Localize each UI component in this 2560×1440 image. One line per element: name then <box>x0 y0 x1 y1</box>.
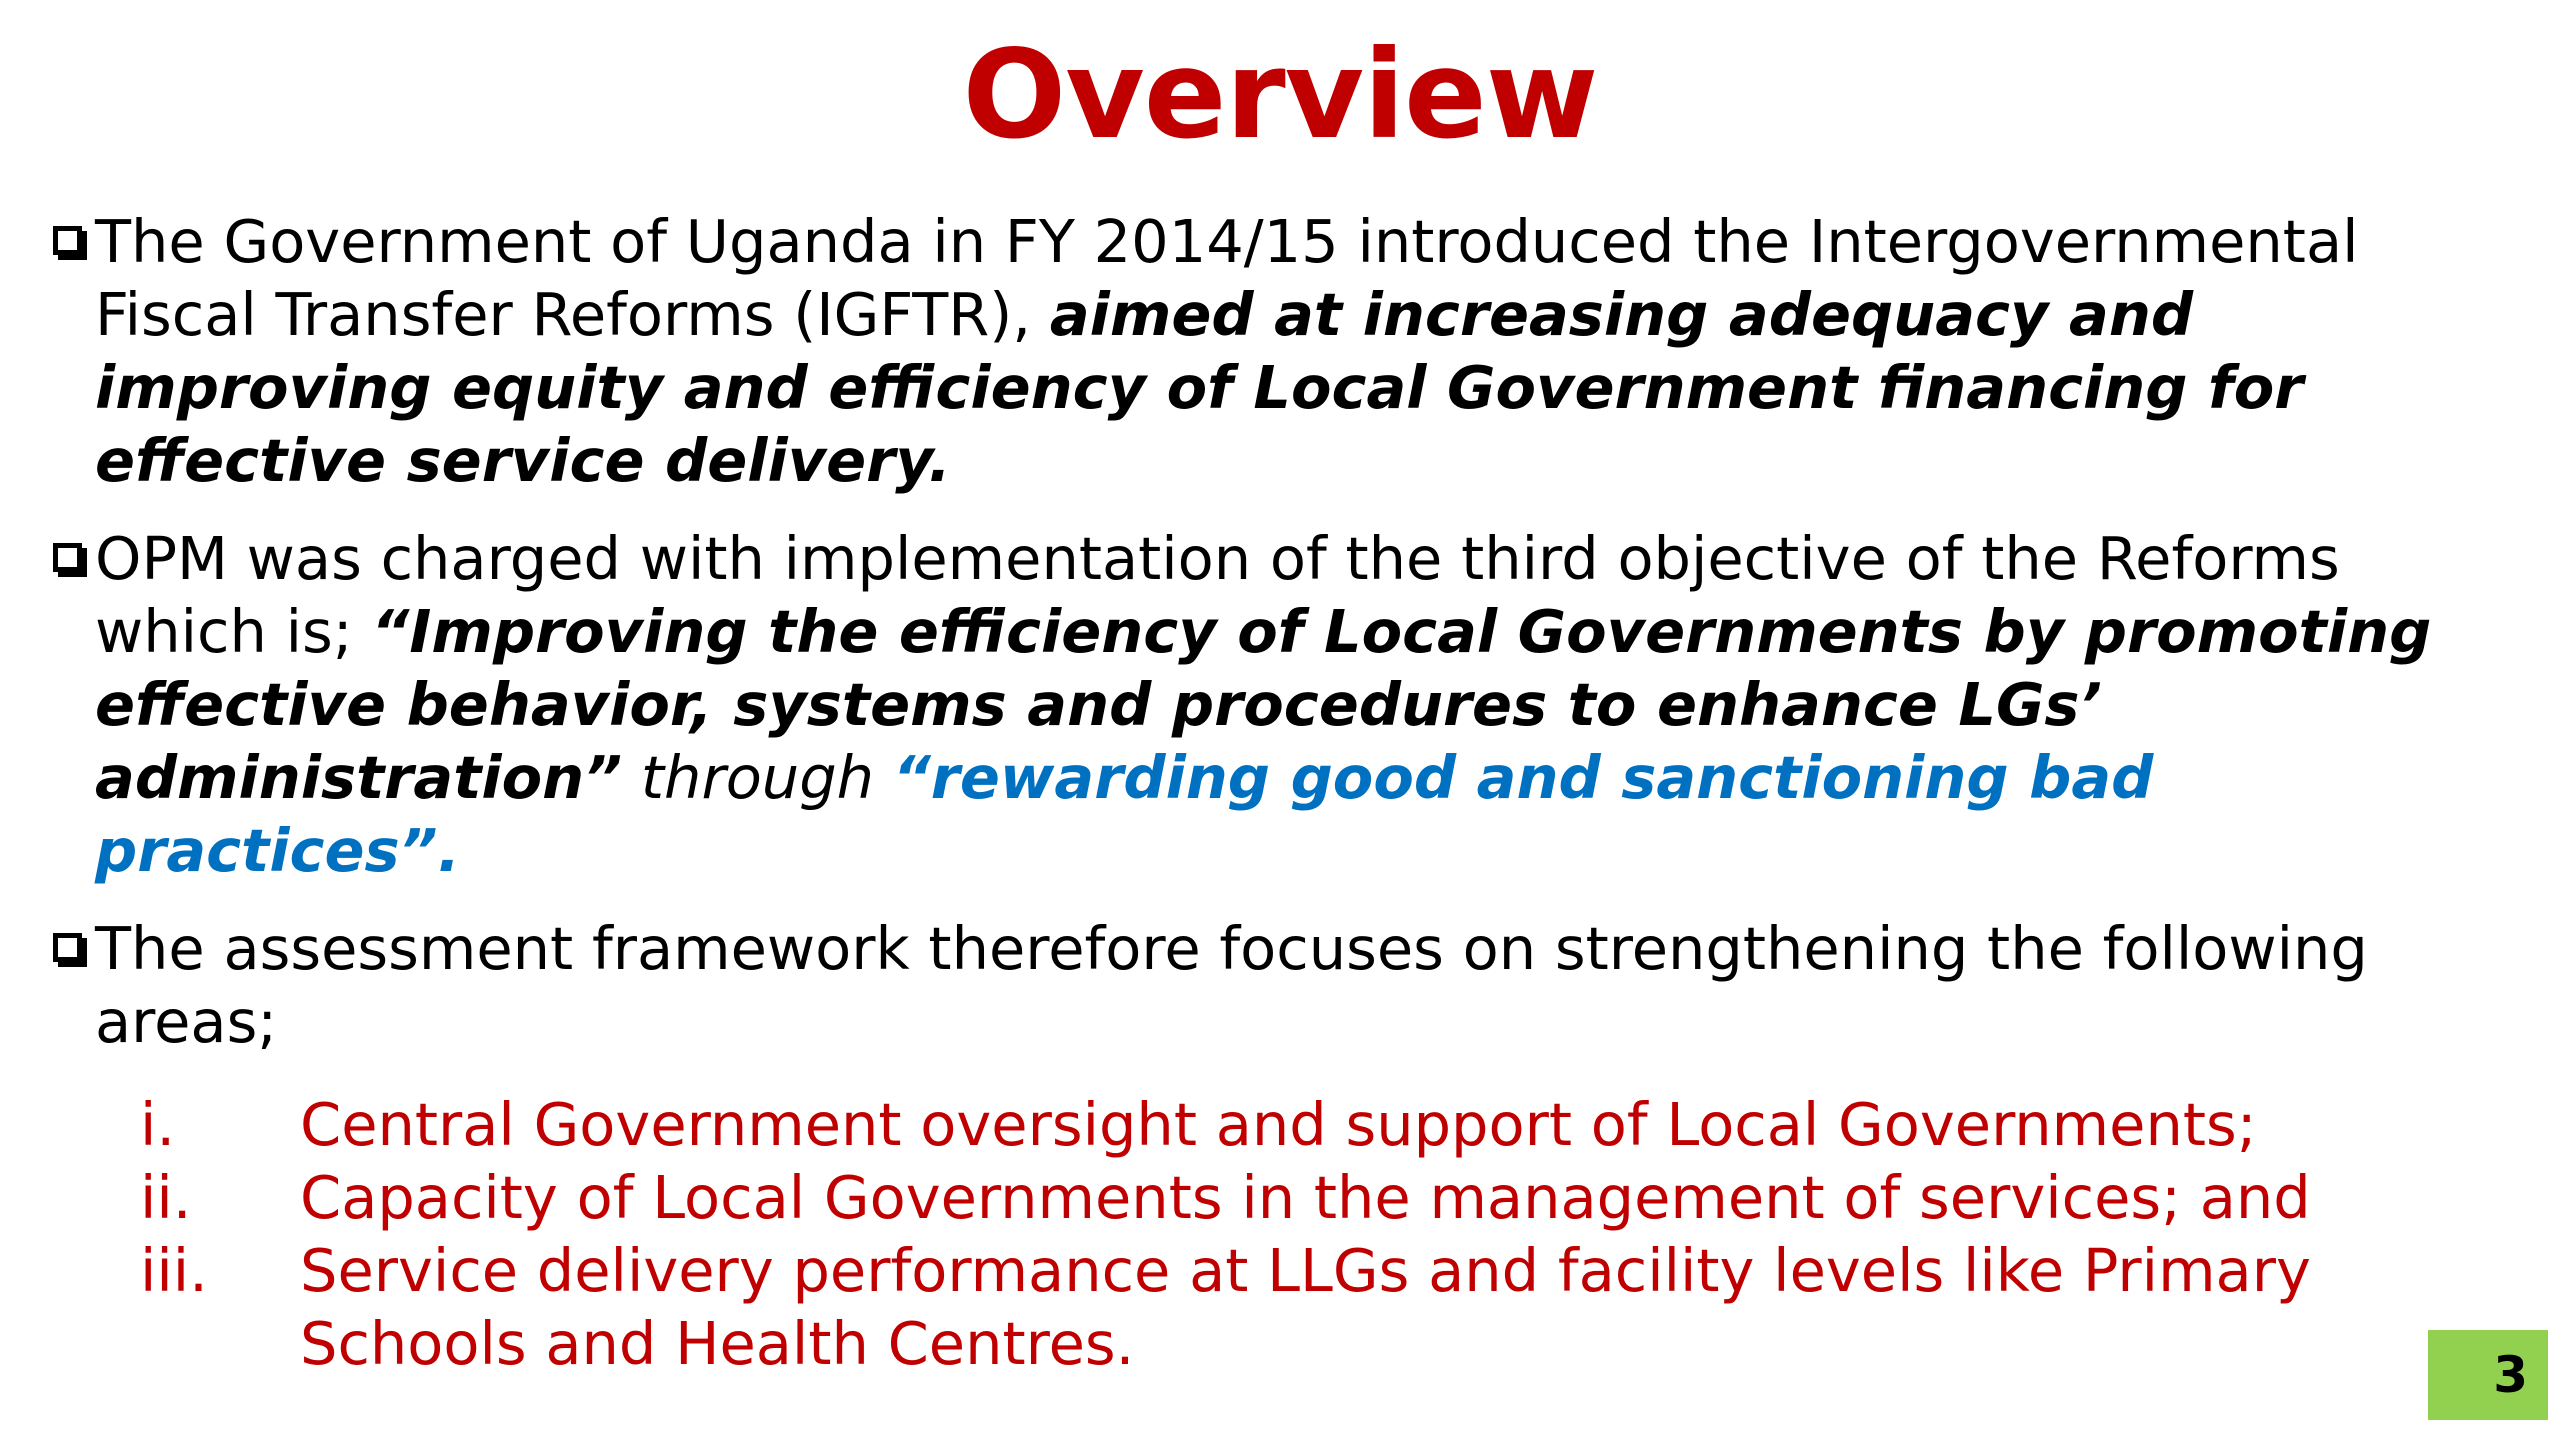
area-number: ii. <box>140 1163 192 1232</box>
bullet-list <box>50 205 2510 1380</box>
checkbox-bullet-icon <box>53 543 82 572</box>
bullet-item <box>50 522 2510 887</box>
area-text: Service delivery performance at LLGs and facility levels like Primary Schools and Health Centres. <box>300 1236 2311 1378</box>
area-item <box>140 1161 2510 1234</box>
bullet-italic: through <box>622 743 893 812</box>
slide-title: Overview <box>962 24 1598 166</box>
bullet-item <box>50 912 2510 1058</box>
area-text: Central Government oversight and support of Local Governments; <box>300 1090 2257 1159</box>
bullet-text: The assessment framework therefore focuses on strengthening the following areas; <box>95 914 2368 1056</box>
bullet-text: OPM was charged with implementation of the third objective of the Reforms which is; <box>95 524 2340 666</box>
page-number-badge: 3 <box>2428 1330 2548 1420</box>
area-item <box>140 1088 2510 1161</box>
area-text: Capacity of Local Governments in the management of services; and <box>300 1163 2311 1232</box>
bullet-emphasis: “Improving the efficiency of Local Governments by promoting effective behavior, systems and procedures to enhance LGs’ administration” <box>95 597 2432 812</box>
bullet-emphasis: aimed at increasing adequacy and improving equity and efficiency of Local Government financing for effective service delivery. <box>95 280 2304 495</box>
areas-list <box>50 1088 2510 1380</box>
checkbox-bullet-icon <box>53 226 82 255</box>
checkbox-bullet-icon <box>53 933 82 962</box>
bullet-item <box>50 205 2510 497</box>
area-number: i. <box>140 1090 176 1159</box>
area-number: iii. <box>140 1236 208 1305</box>
area-item <box>140 1234 2510 1380</box>
bullet-highlight: “rewarding good and sanctioning bad practices”. <box>95 743 2154 885</box>
bullet-text: The Government of Uganda in FY 2014/15 introduced the Intergovernmental Fiscal Transfer Reforms (IGFTR), <box>95 207 2359 349</box>
